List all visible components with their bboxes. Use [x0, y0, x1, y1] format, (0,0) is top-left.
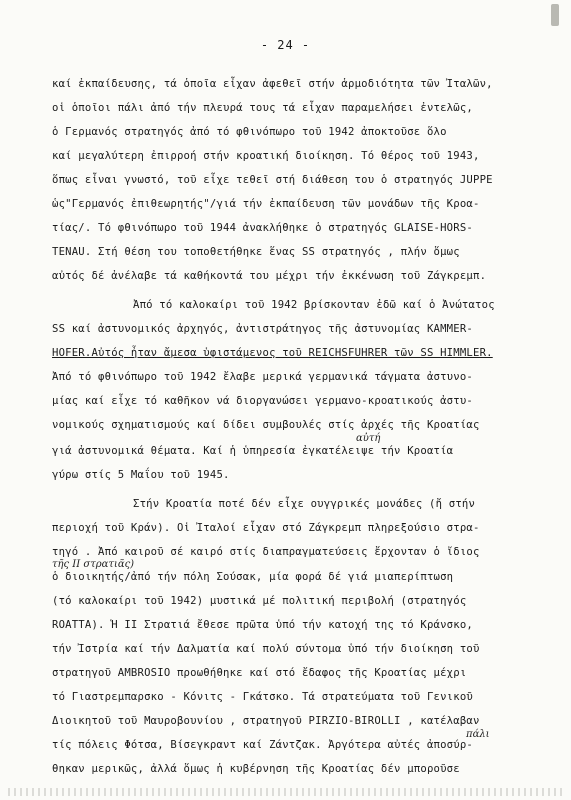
text-line: Ἀπό τό φθινόπωρο τοῦ 1942 ἔλαβε μερικά γερμανικά τάγματα ἀστυνο- — [52, 371, 473, 383]
text-line: TENAU. Στή θέση του τοποθετήθηκε ἕνας SS στρατηγός , πλήν ὅμως — [52, 246, 460, 258]
text-line: αὐτός δέ ἀνέλαβε τά καθήκοντά του μέχρι τήν ἐκκένωση τοῦ Ζάγκρεμπ. — [52, 270, 487, 282]
page-edge-mark — [551, 4, 559, 26]
text-line: τήν Ἰστρία καί τήν Δαλματία καί πολύ σύντομα ὑπό τήν διοίκηση τοῦ — [52, 643, 480, 655]
text-line: γύρω στίς 5 Μαΐου τοῦ 1945. — [52, 469, 230, 481]
text-line: τίς πόλεις Φότσα, Βίσεγκραντ καί Ζάντζακ. Ἀργότερα αὐτές ἀποσύρ- — [52, 739, 473, 751]
text-line: μίας καί εἶχε τό καθῆκον νά διοργανώσει γερμανο-κροατικούς ἀστυ- — [52, 395, 473, 407]
text-line: ROATTA). Ἡ II Στρατιά ἔθεσε πρῶτα ὑπό τήν κατοχή της τό Κράνσκο, — [52, 619, 473, 631]
scan-edge-noise — [8, 788, 563, 796]
text-line: τό Γιαστρεμπαρσκο - Κόνιτς - Γκάτσκο. Τά στρατεύματα τοῦ Γενικοῦ — [52, 691, 473, 703]
text-line: ὡς"Γερμανός ἐπιθεωρητής"/γιά τήν ἐκπαίδευση τῶν μονάδων τῆς Κροα- — [52, 198, 480, 210]
text-line: θηκαν μερικῶς, ἀλλά ὅμως ἡ κυβέρνηση τῆς Κροατίας δέν μποροῦσε — [52, 763, 460, 775]
handwritten-annotation: αὐτή — [356, 433, 381, 444]
text-line: ὁ Γερμανός στρατηγός ἀπό τό φθινόπωρο τοῦ 1942 ἀποκτοῦσε ὅλο — [52, 126, 447, 138]
text-line: τηγό . Ἀπό καιροῦ σέ καιρό στίς διαπραγματεύσεις ἔρχονταν ὁ ἴδιος — [52, 546, 480, 558]
text-line: οἱ ὁποῖοι πάλι ἀπό τήν πλευρά τους τά εἶχαν παραμελήσει ἐντελῶς, — [52, 102, 473, 114]
text-line: (τό καλοκαίρι τοῦ 1942) μυστικά μέ πολιτική περιβολή (στρατηγός — [52, 595, 467, 607]
text-line: ὅπως εἶναι γνωστό, τοῦ εἶχε τεθεῖ στή διάθεση του ὁ στρατηγός JUPPE — [52, 174, 493, 186]
text-line: Διοικητοῦ τοῦ Μαυροβουνίου , στρατηγοῦ PIRZIO-BIROLLI , κατέλαβαν — [52, 715, 480, 727]
handwritten-annotation: τῆς II στρατιᾶς) — [52, 559, 135, 570]
page-number: - 24 - — [260, 38, 311, 52]
text-line: τίας/. Τό φθινόπωρο τοῦ 1944 ἀνακλήθηκε ὁ στρατηγός GLAISE-HORS- — [52, 222, 473, 234]
text-line: καί μεγαλύτερη ἐπιρροή στήν κροατική διοίκηση. Τό θέρος τοῦ 1943, — [52, 150, 480, 162]
text-line: στρατηγοῦ AMBROSIO προωθήθηκε καί στό ἔδαφος τῆς Κροατίας μέχρι — [52, 667, 467, 679]
text-line: νομικούς σχηματισμούς καί δίδει συμβουλές στίς ἀρχές τῆς Κροατίας — [52, 419, 480, 431]
text-line: HOFER.Αὐτός ἦταν ἄμεσα ὑφιστάμενος τοῦ REICHSFUHRER τῶν SS HIMMLER. — [52, 347, 493, 359]
text-line: Στήν Κροατία ποτέ δέν εἶχε ουγγρικές μονάδες (ἤ στήν — [133, 498, 476, 510]
text-line: Ἀπό τό καλοκαίρι τοῦ 1942 βρίσκονταν ἐδῶ καί ὁ Ἀνώτατος — [133, 299, 495, 311]
text-line: ὁ διοικητής/ἀπό τήν πόλη Σούσακ, μία φορά δέ γιά μιαπερίπτωση — [52, 571, 454, 583]
text-line: καί ἐκπαίδευσης, τά ὁποῖα εἶχαν ἀφεθεῖ στήν ἁρμοδιότητα τῶν Ἰταλῶν, — [52, 78, 493, 90]
text-line: SS καί ἀστυνομικός ἀρχηγός, ἀντιστράτηγος τῆς ἀστυνομίας KAMMER- — [52, 323, 473, 335]
handwritten-annotation: πάλι — [466, 729, 490, 740]
text-line: περιοχή τοῦ Κράν). Οἱ Ἰταλοί εἶχαν στό Ζάγκρεμπ πληρεξούσιο στρα- — [52, 522, 480, 534]
text-line: γιά ἀστυνομικά θέματα. Καί ἡ ὑπηρεσία ἐγκατέλειψε τήν Κροατία — [52, 445, 454, 457]
